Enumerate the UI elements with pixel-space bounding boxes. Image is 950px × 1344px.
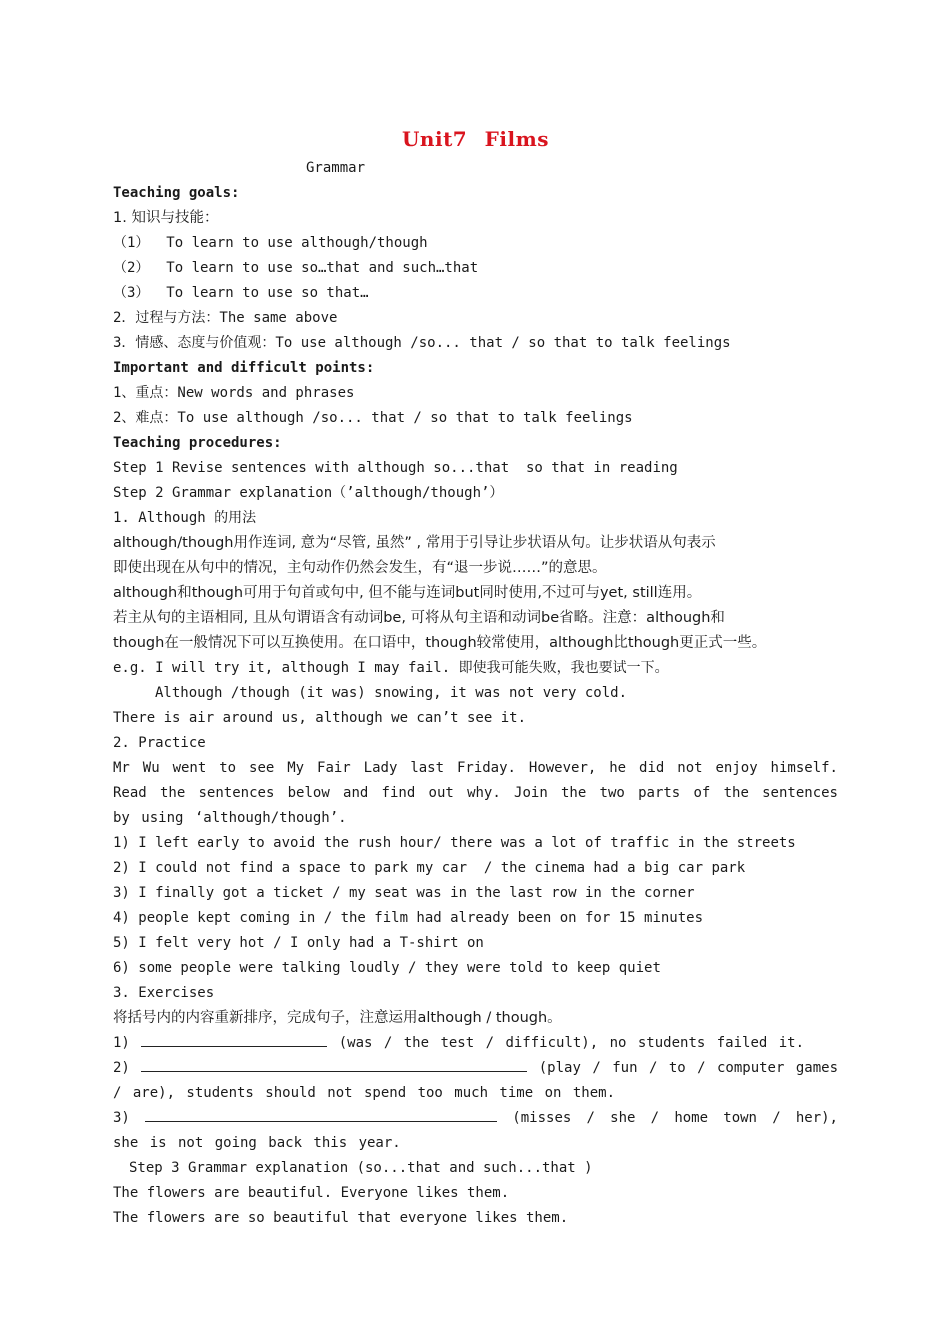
goal-item-3: 3．情感、态度与价值观：To use although /so... that / so that to talk feelings: [113, 335, 731, 351]
usage-paragraph-line: although和though可用于句首或句中, 但不能与连词but同时使用,不过可与yet, still连用。: [113, 585, 702, 601]
usage-title: 1. Although 的用法: [113, 510, 257, 526]
exercises-title: 3. Exercises: [113, 985, 215, 1001]
step-3: Step 3 Grammar explanation (so...that and such...that ): [129, 1160, 593, 1176]
practice-title: 2. Practice: [113, 735, 206, 751]
example-sentence-3: There is air around us, although we can’t see it.: [113, 710, 527, 726]
practice-item: 5) I felt very hot / I only had a T-shirt on: [113, 935, 484, 951]
document-subtitle: Grammar: [306, 160, 366, 176]
points-heading: Important and difficult points:: [113, 360, 375, 376]
exercise-3: [113, 1106, 838, 1156]
exercises-instruction: 将括号内的内容重新排序，完成句子，注意运用although / though。: [113, 1010, 562, 1026]
exercise-number: 1): [113, 1035, 142, 1051]
example-sentence-2: Although /though (it was) snowing, it was not very cold.: [155, 685, 628, 701]
usage-paragraph-line: though在一般情况下可以互换使用。在口语中，though较常使用，although比though更正式一些。: [113, 635, 767, 651]
document-page: [113, 122, 838, 1231]
procedures-heading: Teaching procedures:: [113, 435, 282, 451]
practice-item: 3) I finally got a ticket / my seat was in the last row in the corner: [113, 885, 695, 901]
goal-item-1: 1. 知识与技能：: [113, 210, 219, 226]
answer-blank: [141, 1056, 527, 1072]
difficult-point: 2、难点：To use although /so... that / so that to talk feelings: [113, 410, 633, 426]
practice-item: 6) some people were talking loudly / they were told to keep quiet: [113, 960, 661, 976]
usage-paragraph-line: although/though用作连词, 意为“尽管, 虽然” , 常用于引导让步状语从句。让步状语从句表示: [113, 535, 716, 551]
practice-item: 4) people kept coming in / the film had already been on for 15 minutes: [113, 910, 704, 926]
exercise-number: 2): [113, 1060, 142, 1076]
document-title: Unit7 Films: [401, 127, 549, 151]
goal-sub-3: （3） To learn to use so that…: [113, 285, 369, 301]
goal-sub-2: （2） To learn to use so…that and such…that: [113, 260, 479, 276]
exercise-2: [113, 1056, 838, 1106]
exercise-text: (misses / she / home town / her), she is not going back this year.: [113, 1110, 838, 1151]
practice-intro: Mr Wu went to see My Fair Lady last Friday. However, he did not enjoy himself. Read the sentences below and find out why. Join the two parts of the sentences by using ‘although/though’.: [113, 760, 838, 826]
exercise-text: (was / the test / difficult), no students failed it.: [327, 1035, 805, 1051]
step-3-example-1: The flowers are beautiful. Everyone likes them.: [113, 1185, 510, 1201]
usage-paragraph-line: 若主从句的主语相同, 且从句谓语含有动词be, 可将从句主语和动词be省略。注意：although和: [113, 610, 725, 626]
example-sentence-1: e.g. I will try it, although I may fail. 即使我可能失败，我也要试一下。: [113, 660, 669, 676]
usage-paragraph-line: 即使出现在从句中的情况，主句动作仍然会发生，有“退一步说……”的意思。: [113, 560, 607, 576]
step-1: Step 1 Revise sentences with although so...that so that in reading: [113, 460, 678, 476]
exercise-1: [113, 1031, 838, 1056]
answer-blank: [145, 1106, 497, 1122]
practice-item: 1) I left early to avoid the rush hour/ there was a lot of traffic in the streets: [113, 835, 796, 851]
step-3-example-2: The flowers are so beautiful that everyone likes them.: [113, 1210, 569, 1226]
exercise-number: 3): [113, 1110, 146, 1126]
step-2: Step 2 Grammar explanation（’although/though’）: [113, 485, 504, 501]
exercise-text: (play / fun / to / computer games / are), students should not spend too much time on them.: [113, 1060, 838, 1101]
key-point: 1、重点：New words and phrases: [113, 385, 355, 401]
practice-item: 2) I could not find a space to park my car / the cinema had a big car park: [113, 860, 746, 876]
teaching-goals-heading: Teaching goals:: [113, 185, 240, 201]
answer-blank: [141, 1031, 327, 1047]
goal-item-2: 2．过程与方法：The same above: [113, 310, 338, 326]
goal-sub-1: （1） To learn to use although/though: [113, 235, 428, 251]
